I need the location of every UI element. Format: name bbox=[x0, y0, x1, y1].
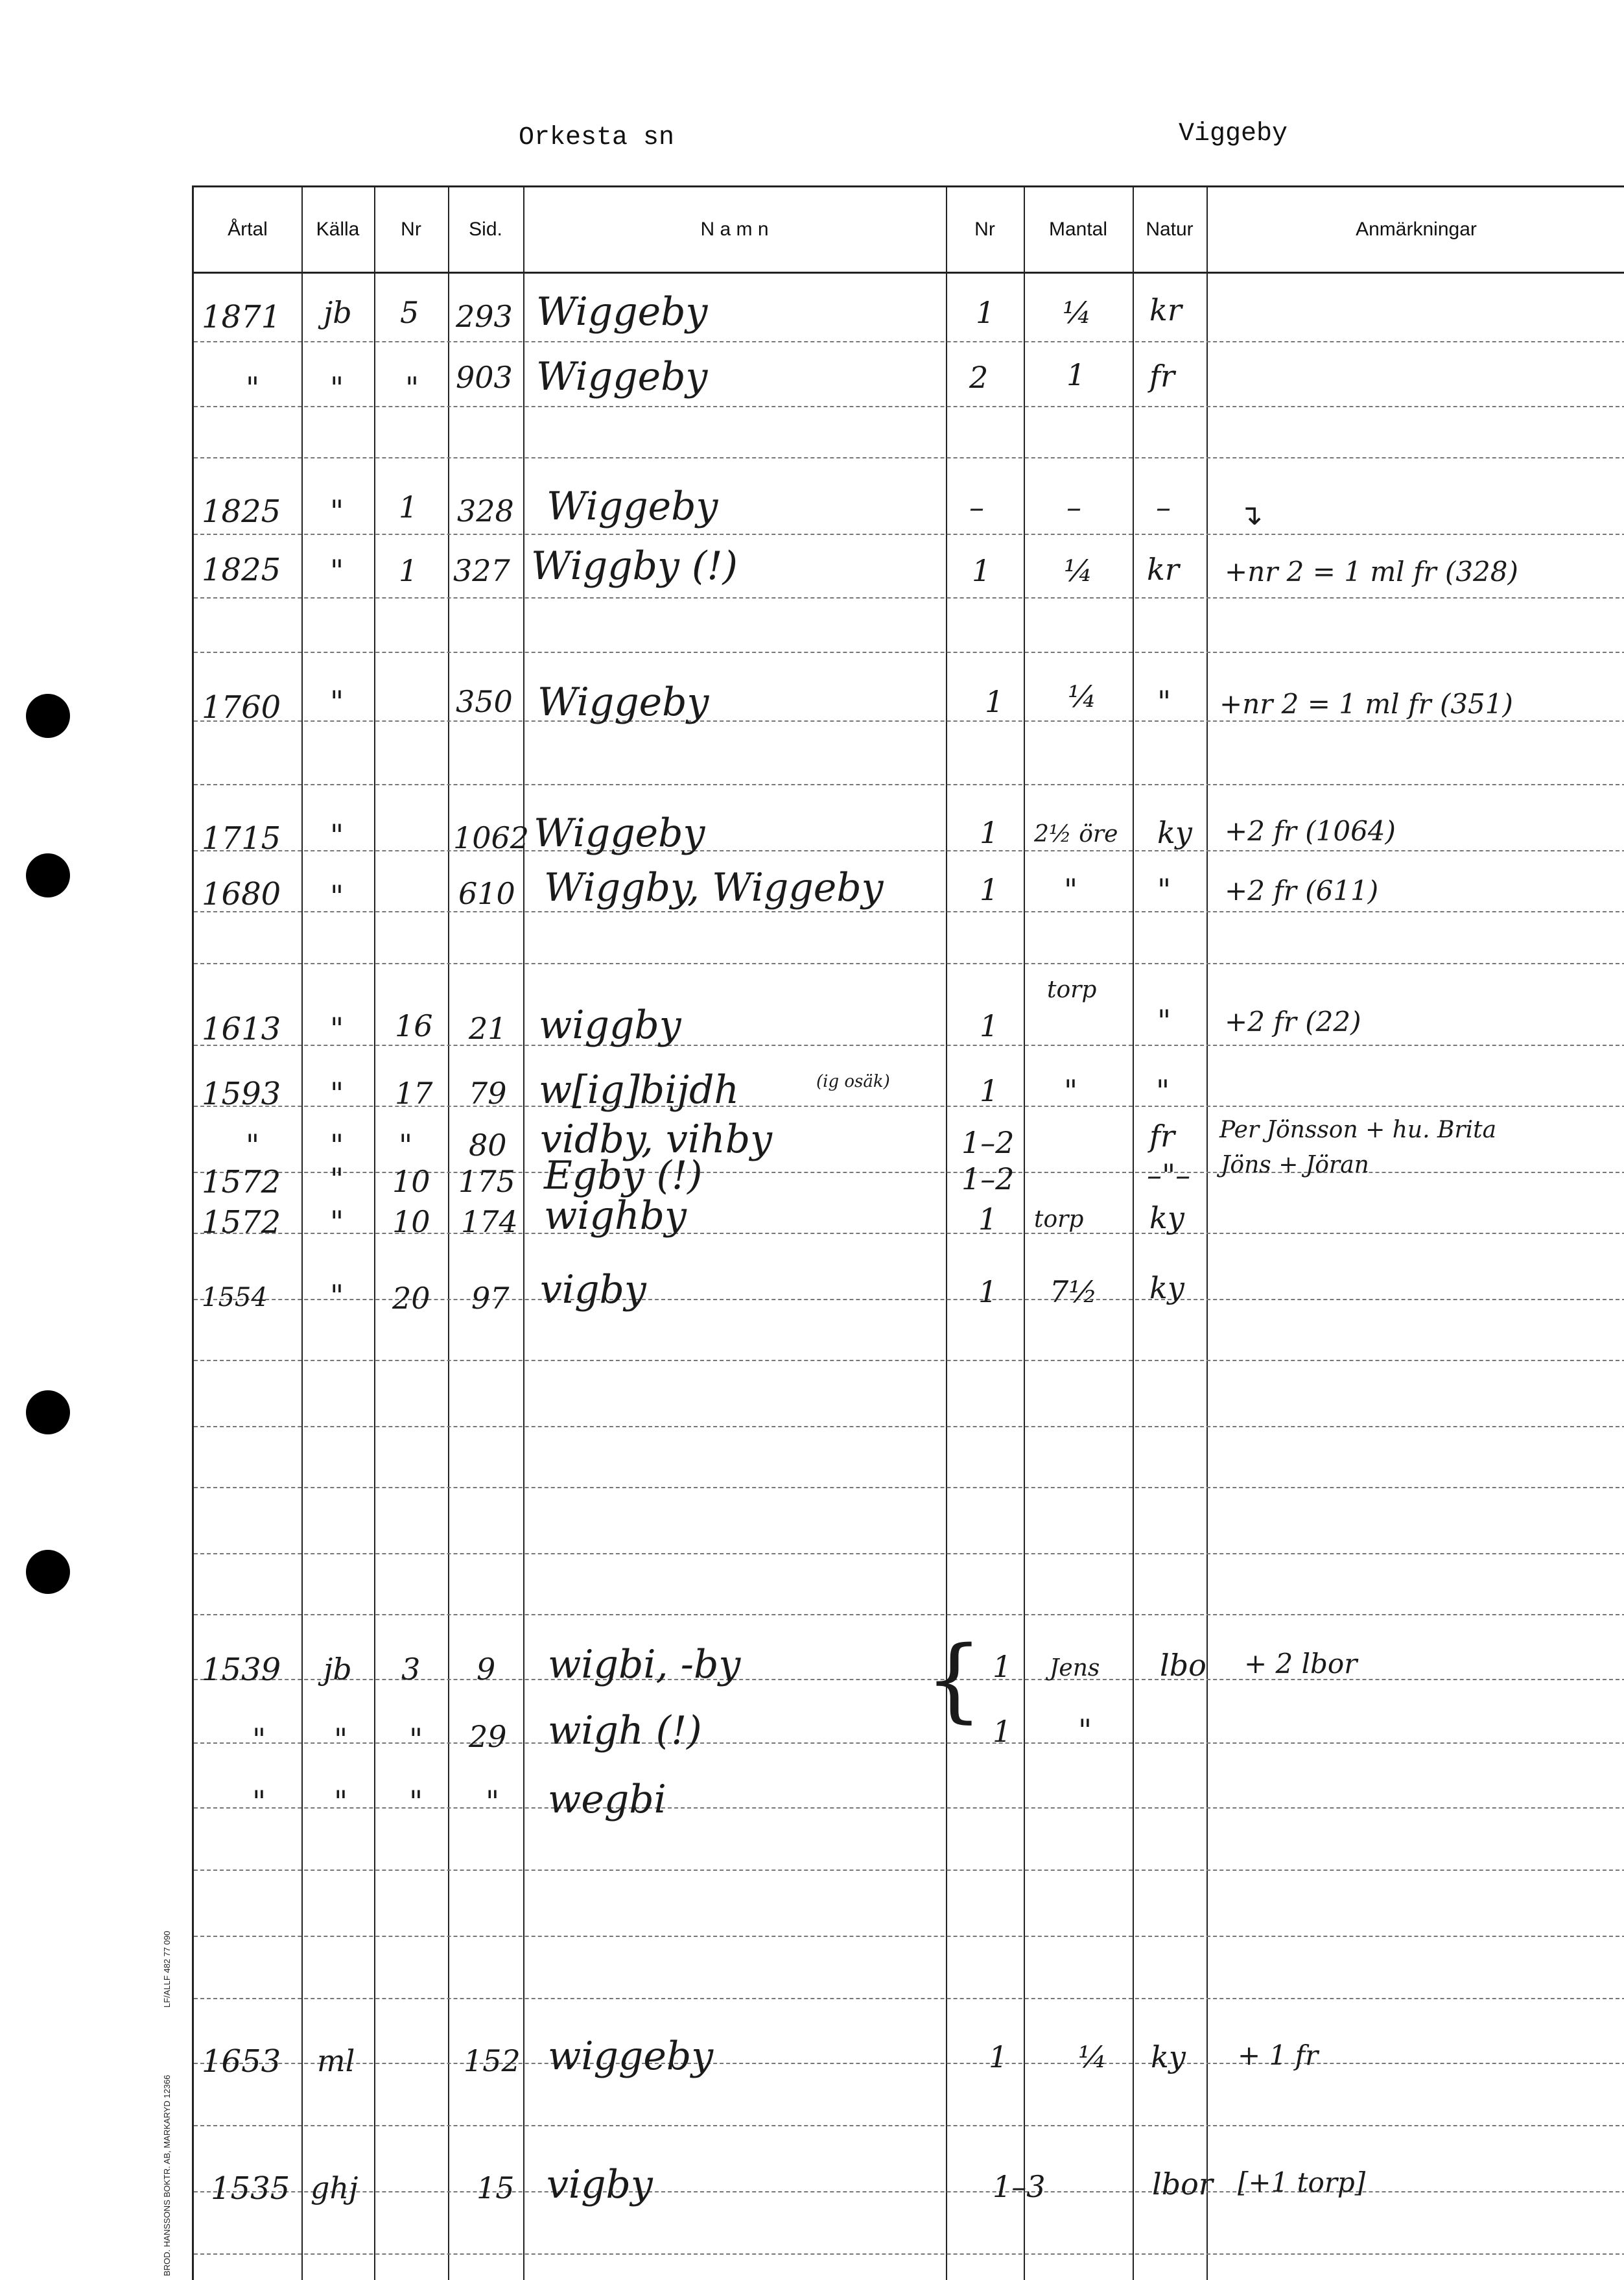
cell-nr: 5 bbox=[400, 295, 419, 330]
grouping-brace: { bbox=[925, 1627, 983, 1733]
cell-page: 80 bbox=[469, 1128, 507, 1163]
cell-name: Wiggeby bbox=[534, 811, 705, 856]
cell-natur: –"– bbox=[1147, 1158, 1191, 1193]
cell-mantal: torp bbox=[1034, 1206, 1084, 1233]
cell-nr2: 1–3 bbox=[993, 2169, 1046, 2204]
cell-page: " bbox=[486, 1784, 500, 1819]
col-sid: Sid. bbox=[469, 219, 502, 240]
col-natur: Natur bbox=[1146, 219, 1194, 240]
cell-year: 1871 bbox=[202, 299, 281, 335]
cell-mantal: ¼ bbox=[1068, 679, 1097, 714]
cell-mantal: ¼ bbox=[1063, 295, 1092, 330]
cell-name: vigby bbox=[540, 1267, 646, 1312]
cell-note: +nr 2 = 1 ml fr (351) bbox=[1219, 688, 1513, 720]
cell-natur: " bbox=[1157, 872, 1171, 907]
cell-year: 1715 bbox=[202, 820, 281, 857]
cell-source: " bbox=[330, 1204, 344, 1239]
cell-natur: fr bbox=[1149, 1119, 1175, 1154]
cell-nr2: 1 bbox=[980, 815, 999, 850]
cell-natur: lbo bbox=[1160, 1648, 1206, 1683]
cell-nr2: 1 bbox=[978, 1202, 998, 1237]
cell-page: 9 bbox=[477, 1652, 496, 1687]
cell-nr2: 1 bbox=[985, 684, 1004, 719]
cell-nr2: 1 bbox=[980, 1008, 999, 1043]
cell-nr2: 1 bbox=[989, 2039, 1008, 2074]
cell-source: jb bbox=[324, 295, 352, 330]
cell-natur: " bbox=[1157, 1003, 1171, 1038]
cell-nr: " bbox=[405, 370, 419, 405]
cell-name: Wiggby (!) bbox=[531, 543, 738, 589]
cell-nr: 10 bbox=[392, 1164, 430, 1199]
cell-source: " bbox=[330, 1011, 344, 1046]
cell-page: 29 bbox=[469, 1719, 507, 1754]
cell-natur: ky bbox=[1149, 1200, 1184, 1235]
col-kalla: Källa bbox=[316, 219, 360, 240]
cell-note: [+1 torp] bbox=[1238, 2167, 1366, 2198]
cell-nr2: 1–2 bbox=[961, 1161, 1015, 1196]
column-header-row bbox=[194, 187, 1624, 274]
cell-year: 1825 bbox=[202, 552, 281, 588]
cell-nr2: 1 bbox=[993, 1714, 1012, 1749]
cell-nr: 1 bbox=[399, 553, 418, 588]
cell-year: 1613 bbox=[202, 1011, 281, 1047]
cell-year: 1825 bbox=[202, 493, 281, 530]
cell-year: 1760 bbox=[202, 689, 281, 726]
cell-page: 610 bbox=[458, 876, 515, 911]
cell-source: " bbox=[334, 1784, 348, 1819]
cell-nr2: 1 bbox=[980, 872, 999, 907]
parish-title: Orkesta sn bbox=[519, 123, 675, 152]
cell-source: jb bbox=[324, 1652, 352, 1687]
cell-name: Wiggeby bbox=[547, 484, 718, 529]
cell-year: " bbox=[252, 1784, 266, 1819]
cell-name: wighby bbox=[544, 1193, 687, 1239]
cell-year: 1554 bbox=[202, 1283, 268, 1312]
cell-natur: " bbox=[1157, 684, 1171, 719]
cell-note: + 1 fr bbox=[1238, 2039, 1319, 2071]
printer-imprint bbox=[162, 1930, 182, 2276]
cell-note: +2 fr (22) bbox=[1225, 1006, 1361, 1038]
col-artal: Årtal bbox=[228, 219, 268, 240]
cell-mantal: ¼ bbox=[1064, 553, 1093, 588]
cell-year: " bbox=[246, 370, 260, 405]
cell-year: 1539 bbox=[202, 1652, 281, 1688]
cell-name: Wiggeby bbox=[536, 289, 708, 335]
cell-name: vigby bbox=[547, 2162, 653, 2207]
cell-name: Wiggeby bbox=[536, 354, 708, 399]
punch-hole bbox=[26, 1550, 70, 1594]
register-sheet bbox=[192, 185, 1624, 2280]
cell-page: 350 bbox=[456, 684, 513, 719]
cell-name: Wiggby, Wiggeby bbox=[544, 865, 884, 910]
cell-nr: 17 bbox=[395, 1076, 433, 1111]
cell-source: " bbox=[330, 493, 344, 528]
cell-name: Egby (!) bbox=[544, 1153, 703, 1198]
cell-nr: " bbox=[409, 1722, 423, 1757]
cell-page: 327 bbox=[453, 553, 510, 588]
cell-page: 152 bbox=[464, 2043, 521, 2078]
cell-natur: fr bbox=[1149, 359, 1175, 394]
cell-page: 79 bbox=[469, 1076, 507, 1111]
col-nr2: Nr bbox=[974, 219, 995, 240]
cell-page: 175 bbox=[458, 1164, 515, 1199]
cell-source: ml bbox=[317, 2043, 355, 2078]
cell-nr2: 1 bbox=[972, 553, 991, 588]
cell-source: " bbox=[330, 553, 344, 588]
cell-mantal: 1 bbox=[1066, 357, 1086, 392]
col-mantal: Mantal bbox=[1048, 219, 1108, 240]
cell-name: wiggeby bbox=[548, 2034, 714, 2079]
cell-nr2: 1–2 bbox=[961, 1125, 1015, 1160]
cell-natur: lbor bbox=[1152, 2167, 1213, 2202]
cell-note: +2 fr (611) bbox=[1225, 875, 1379, 907]
cell-natur: ky bbox=[1157, 815, 1192, 850]
printer-imprint-right: LF/ALLF 482 77 090 bbox=[162, 1930, 172, 2008]
cell-natur: " bbox=[1156, 1073, 1170, 1108]
cell-nr: " bbox=[399, 1128, 413, 1163]
cell-mantal: ¼ bbox=[1078, 2039, 1107, 2074]
cell-nr2: 1 bbox=[980, 1073, 999, 1108]
cell-page: 903 bbox=[456, 360, 513, 395]
cell-nr2: 1 bbox=[976, 295, 995, 330]
cell-source: " bbox=[330, 1278, 344, 1313]
reference-arrow-icon: ↴ bbox=[1239, 499, 1263, 532]
cell-year: " bbox=[246, 1128, 260, 1163]
cell-note: + 2 lbor bbox=[1244, 1648, 1358, 1680]
cell-name: wiggby bbox=[539, 1003, 681, 1048]
cell-source: " bbox=[330, 684, 344, 719]
cell-nr2: – bbox=[969, 490, 984, 525]
cell-natur: kr bbox=[1147, 552, 1179, 587]
cell-name: wigbi, -by bbox=[548, 1642, 741, 1687]
cell-name-note: (ig osäk) bbox=[816, 1072, 890, 1091]
cell-page: 15 bbox=[477, 2170, 515, 2205]
cell-source: " bbox=[334, 1722, 348, 1757]
cell-natur: ky bbox=[1149, 1270, 1184, 1305]
cell-note: +nr 2 = 1 ml fr (328) bbox=[1225, 556, 1518, 588]
cell-natur: – bbox=[1156, 490, 1171, 525]
cell-source: " bbox=[330, 1076, 344, 1111]
cell-mantal: – bbox=[1066, 490, 1081, 525]
cell-note: Jöns + Jöran bbox=[1221, 1152, 1369, 1178]
cell-nr: 1 bbox=[399, 490, 418, 525]
cell-mantal: " bbox=[1064, 1073, 1078, 1108]
punch-hole bbox=[26, 694, 70, 738]
cell-note: Per Jönsson + hu. Brita bbox=[1219, 1117, 1497, 1143]
village-title: Viggeby bbox=[1179, 119, 1288, 148]
cell-mantal: 7½ bbox=[1050, 1274, 1098, 1309]
printer-imprint-left: BROD. HANSSONS BOKTR. AB, MARKARYD 12366 bbox=[162, 2074, 172, 2276]
cell-source: " bbox=[330, 818, 344, 853]
cell-name: wigh (!) bbox=[548, 1708, 702, 1753]
cell-source: " bbox=[330, 370, 344, 405]
cell-nr: 20 bbox=[392, 1281, 430, 1316]
cell-source: " bbox=[330, 1128, 344, 1163]
cell-source: " bbox=[330, 879, 344, 914]
cell-year: 1593 bbox=[202, 1076, 281, 1112]
cell-year: 1680 bbox=[202, 876, 281, 912]
cell-source: " bbox=[330, 1161, 344, 1196]
cell-page: 97 bbox=[471, 1281, 510, 1316]
cell-nr2: 1 bbox=[993, 1649, 1012, 1684]
punch-hole bbox=[26, 853, 70, 897]
cell-page: 328 bbox=[457, 493, 514, 528]
cell-source: ghj bbox=[311, 2170, 359, 2205]
cell-nr2: 1 bbox=[978, 1274, 998, 1309]
cell-page: 293 bbox=[456, 299, 513, 334]
cell-name: wegbi bbox=[548, 1777, 666, 1822]
cell-name: w[ig]bijdh bbox=[539, 1067, 740, 1113]
cell-mantal: torp bbox=[1047, 977, 1097, 1003]
cell-page: 1062 bbox=[453, 820, 530, 855]
cell-page: 21 bbox=[469, 1011, 507, 1046]
cell-natur: kr bbox=[1149, 292, 1182, 327]
cell-name: vidby, vihby bbox=[540, 1117, 773, 1162]
cell-nr: 10 bbox=[392, 1204, 430, 1239]
cell-name: Wiggeby bbox=[537, 680, 709, 725]
col-nr: Nr bbox=[401, 219, 421, 240]
cell-mantal: 2½ öre bbox=[1034, 821, 1118, 848]
col-anmarkningar: Anmärkningar bbox=[1356, 219, 1477, 240]
cell-mantal: " bbox=[1064, 872, 1078, 907]
cell-year: 1653 bbox=[202, 2043, 281, 2080]
col-namn: N a m n bbox=[700, 219, 769, 240]
cell-nr: 16 bbox=[395, 1008, 433, 1043]
cell-nr: " bbox=[409, 1784, 423, 1819]
cell-nr2: 2 bbox=[969, 360, 989, 395]
punch-hole bbox=[26, 1390, 70, 1434]
cell-year: " bbox=[252, 1722, 266, 1757]
cell-note: +2 fr (1064) bbox=[1225, 815, 1396, 847]
cell-year: 1572 bbox=[202, 1204, 281, 1241]
cell-year: 1535 bbox=[211, 2170, 290, 2207]
cell-nr: 3 bbox=[401, 1652, 421, 1687]
cell-mantal: " bbox=[1078, 1713, 1092, 1748]
cell-year: 1572 bbox=[202, 1164, 281, 1200]
cell-natur: ky bbox=[1151, 2039, 1186, 2074]
cell-page: 174 bbox=[461, 1204, 518, 1239]
cell-mantal: Jens bbox=[1050, 1655, 1100, 1681]
